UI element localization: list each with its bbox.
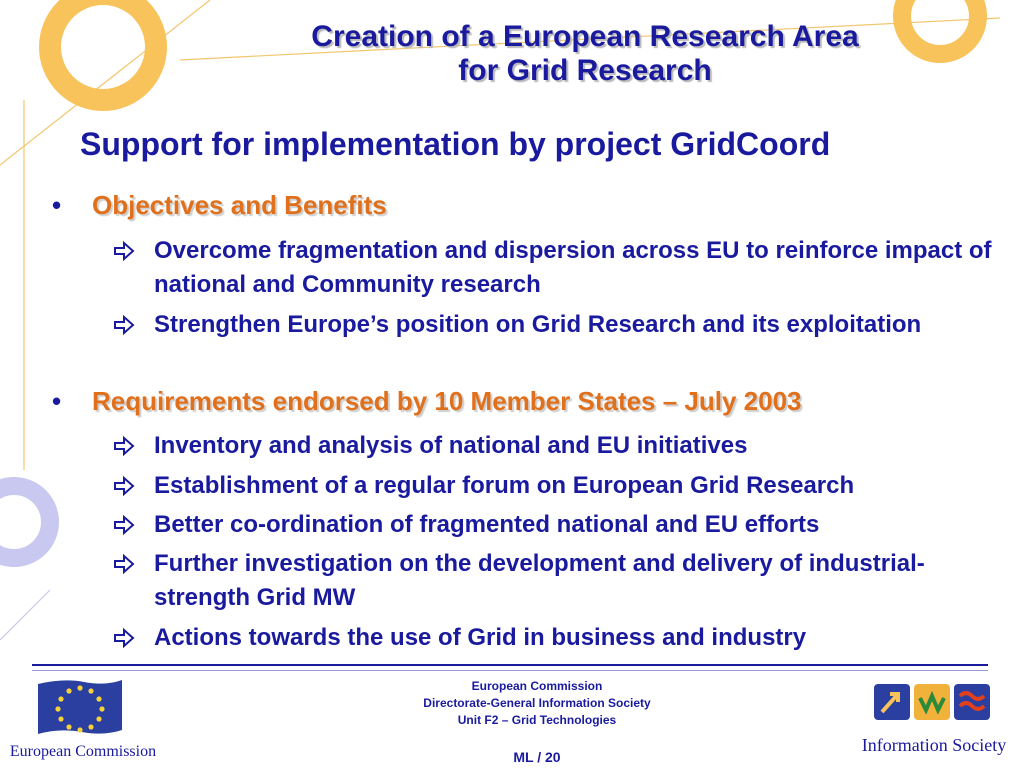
title-line-2: for Grid Research: [458, 54, 712, 87]
arrow-right-outline-icon: [112, 508, 138, 542]
slide-subtitle: Support for implementation by project GridCoord: [80, 126, 831, 162]
slide-title: [200, 20, 970, 88]
ring-lavender: [0, 486, 50, 558]
footer-line-2: Directorate-General Information Society: [423, 696, 651, 710]
footer-divider: [32, 664, 988, 666]
title-line-1: Creation of a European Research Area: [311, 20, 859, 53]
section-heading-text: Objectives and Benefits: [92, 190, 387, 220]
bullet-dot: •: [52, 190, 62, 220]
arrow-right-outline-icon: [112, 469, 138, 503]
list-item: [112, 621, 992, 655]
list-item-text: Further investigation on the development and delivery of industrial-strength Grid MW: [154, 550, 925, 611]
arrow-right-outline-icon: [112, 429, 138, 463]
list-item: [112, 308, 992, 342]
eu-flag-icon: [34, 676, 126, 738]
list-item: [112, 469, 992, 503]
list-item-text: Better co-ordination of fragmented national and EU efforts: [154, 511, 820, 538]
list-item-text: Inventory and analysis of national and EU initiatives: [154, 432, 748, 459]
ring-orange-large: [50, 0, 156, 100]
list-item: [112, 508, 992, 542]
footer-divider-thin: [32, 670, 988, 671]
deco-line-lower-left: [0, 590, 50, 640]
footer-line-3: Unit F2 – Grid Technologies: [457, 713, 617, 727]
information-society-logo: [848, 676, 1020, 764]
arrow-right-outline-icon: [112, 308, 138, 342]
arrow-right-outline-icon: [112, 621, 138, 655]
page-number: ML / 20: [513, 749, 561, 765]
list-item-text: Actions towards the use of Grid in business and industry: [154, 624, 807, 651]
list-item: [112, 547, 992, 615]
list-item-text: Establishment of a regular forum on European Grid Research: [154, 472, 855, 499]
list-item-text: Strengthen Europe’s position on Grid Research and its exploitation: [154, 311, 922, 338]
list-item-text: Overcome fragmentation and dispersion across EU to reinforce impact of national and Community research: [154, 237, 992, 298]
arrow-right-outline-icon: [112, 234, 138, 268]
footer-line-1: European Commission: [471, 679, 603, 693]
section-heading-text: Requirements endorsed by 10 Member States – July 2003: [92, 386, 802, 416]
information-society-icon: [848, 676, 1020, 732]
eu-logo-caption: European Commission: [9, 743, 157, 760]
arrow-right-outline-icon: [112, 547, 138, 581]
footer-organisation: [352, 678, 722, 729]
list-item: [112, 429, 992, 463]
european-commission-logo: [8, 676, 158, 766]
is-logo-caption: Information Society: [861, 735, 1007, 755]
bullet-dot: •: [52, 386, 62, 416]
list-item: [112, 234, 992, 302]
